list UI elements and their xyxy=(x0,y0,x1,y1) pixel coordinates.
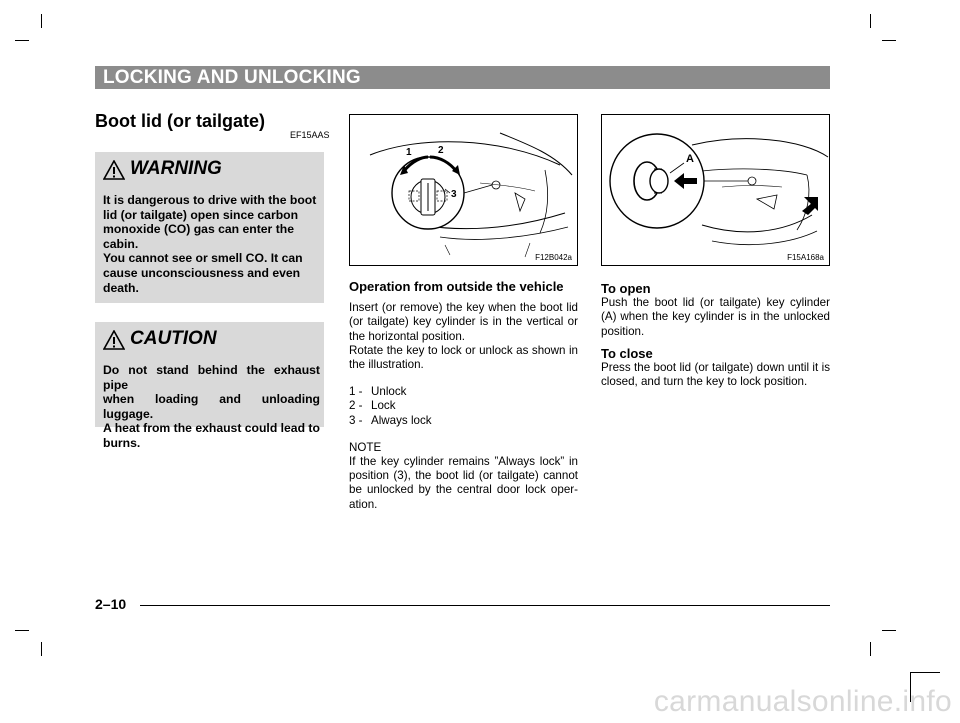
warning-line: cabin. xyxy=(103,236,139,251)
label-key-cylinder-a: A xyxy=(686,153,694,165)
warning-title: WARNING xyxy=(130,158,222,179)
warning-line: death. xyxy=(103,280,139,295)
warning-line: It is dangerous to drive with the boot xyxy=(103,193,317,207)
crop-mark xyxy=(910,672,940,673)
list-item xyxy=(349,399,578,413)
caution-text xyxy=(103,363,320,451)
note-label: NOTE xyxy=(349,440,382,454)
caution-line: when loading and unloading luggage. xyxy=(103,392,320,421)
warning-triangle-icon xyxy=(103,160,125,180)
figure-code: F12B042a xyxy=(535,253,572,262)
operation-heading: Operation from outside the vehicle xyxy=(349,279,564,294)
crop-mark xyxy=(870,642,871,656)
operation-paragraph: Insert (or remove) the key when the boot lid (or tailgate) key cylinder is in the vertical or the horizontal position. xyxy=(349,301,578,343)
caution-title: CAUTION xyxy=(130,328,217,349)
warning-line: cause unconsciousness and even xyxy=(103,265,301,280)
list-item xyxy=(349,414,578,428)
boot-lid-drawing xyxy=(350,115,578,266)
label-lock: 2 xyxy=(438,145,444,156)
crop-mark xyxy=(41,642,42,656)
warning-line: monoxide (CO) gas can enter the xyxy=(103,222,294,237)
figure-code: F15A168a xyxy=(787,253,824,262)
page-number: 2–10 xyxy=(95,596,127,612)
list-text: Always lock xyxy=(371,413,432,427)
warning-line: You cannot see or smell CO. It can xyxy=(103,251,303,266)
crop-mark xyxy=(882,630,896,631)
note-text: If the key cylinder remains ”Always lock” in position (3), the boot lid (or tailgate) cannot be unlocked by the central door lock oper-ation. xyxy=(349,455,578,511)
crop-mark xyxy=(870,14,871,28)
key-cylinder-illustration xyxy=(601,114,830,266)
crop-mark xyxy=(15,630,29,631)
caution-line: burns. xyxy=(103,435,141,450)
list-number: 3 - xyxy=(349,413,363,427)
list-number: 2 - xyxy=(349,399,363,413)
caution-box xyxy=(95,322,324,450)
operation-paragraph: Rotate the key to lock or unlock as shown in the illustration. xyxy=(349,343,578,372)
section-title: Boot lid (or tailgate) xyxy=(95,111,265,131)
list-text: Unlock xyxy=(371,385,407,399)
label-unlock: 1 xyxy=(406,147,412,158)
label-always-lock: 3 xyxy=(451,189,457,200)
to-close-text: Press the boot lid (or tailgate) down until it is closed, and turn the key to lock position. xyxy=(601,361,830,389)
open-close-section xyxy=(601,282,830,389)
watermark: carmanualsonline.info xyxy=(653,685,952,718)
footer-rule xyxy=(140,605,830,606)
crop-mark xyxy=(882,40,896,41)
chapter-header-bar xyxy=(95,66,830,89)
list-text: Lock xyxy=(371,399,396,413)
warning-text xyxy=(103,193,320,295)
caution-line: Do not stand behind the exhaust pipe xyxy=(103,363,320,392)
to-open-heading: To open xyxy=(601,281,651,296)
to-open-text: Push the boot lid (or tailgate) key cylinder (A) when the key cylinder is in the unlocked position. xyxy=(601,296,830,338)
crop-mark xyxy=(41,14,42,28)
list-item xyxy=(349,385,578,399)
warning-triangle-icon xyxy=(103,330,125,350)
caution-line: A heat from the exhaust could lead to xyxy=(103,421,320,436)
section-code: EF15AAS xyxy=(290,130,330,140)
warning-line: lid (or tailgate) open since carbon xyxy=(103,207,299,222)
tailgate-drawing xyxy=(602,115,830,266)
to-close-heading: To close xyxy=(601,345,653,361)
list-number: 1 - xyxy=(349,385,363,399)
key-rotation-illustration xyxy=(349,114,578,266)
warning-box xyxy=(95,152,324,303)
crop-mark xyxy=(15,40,29,41)
chapter-title: LOCKING AND UNLOCKING xyxy=(103,67,361,88)
operation-section xyxy=(349,280,578,512)
